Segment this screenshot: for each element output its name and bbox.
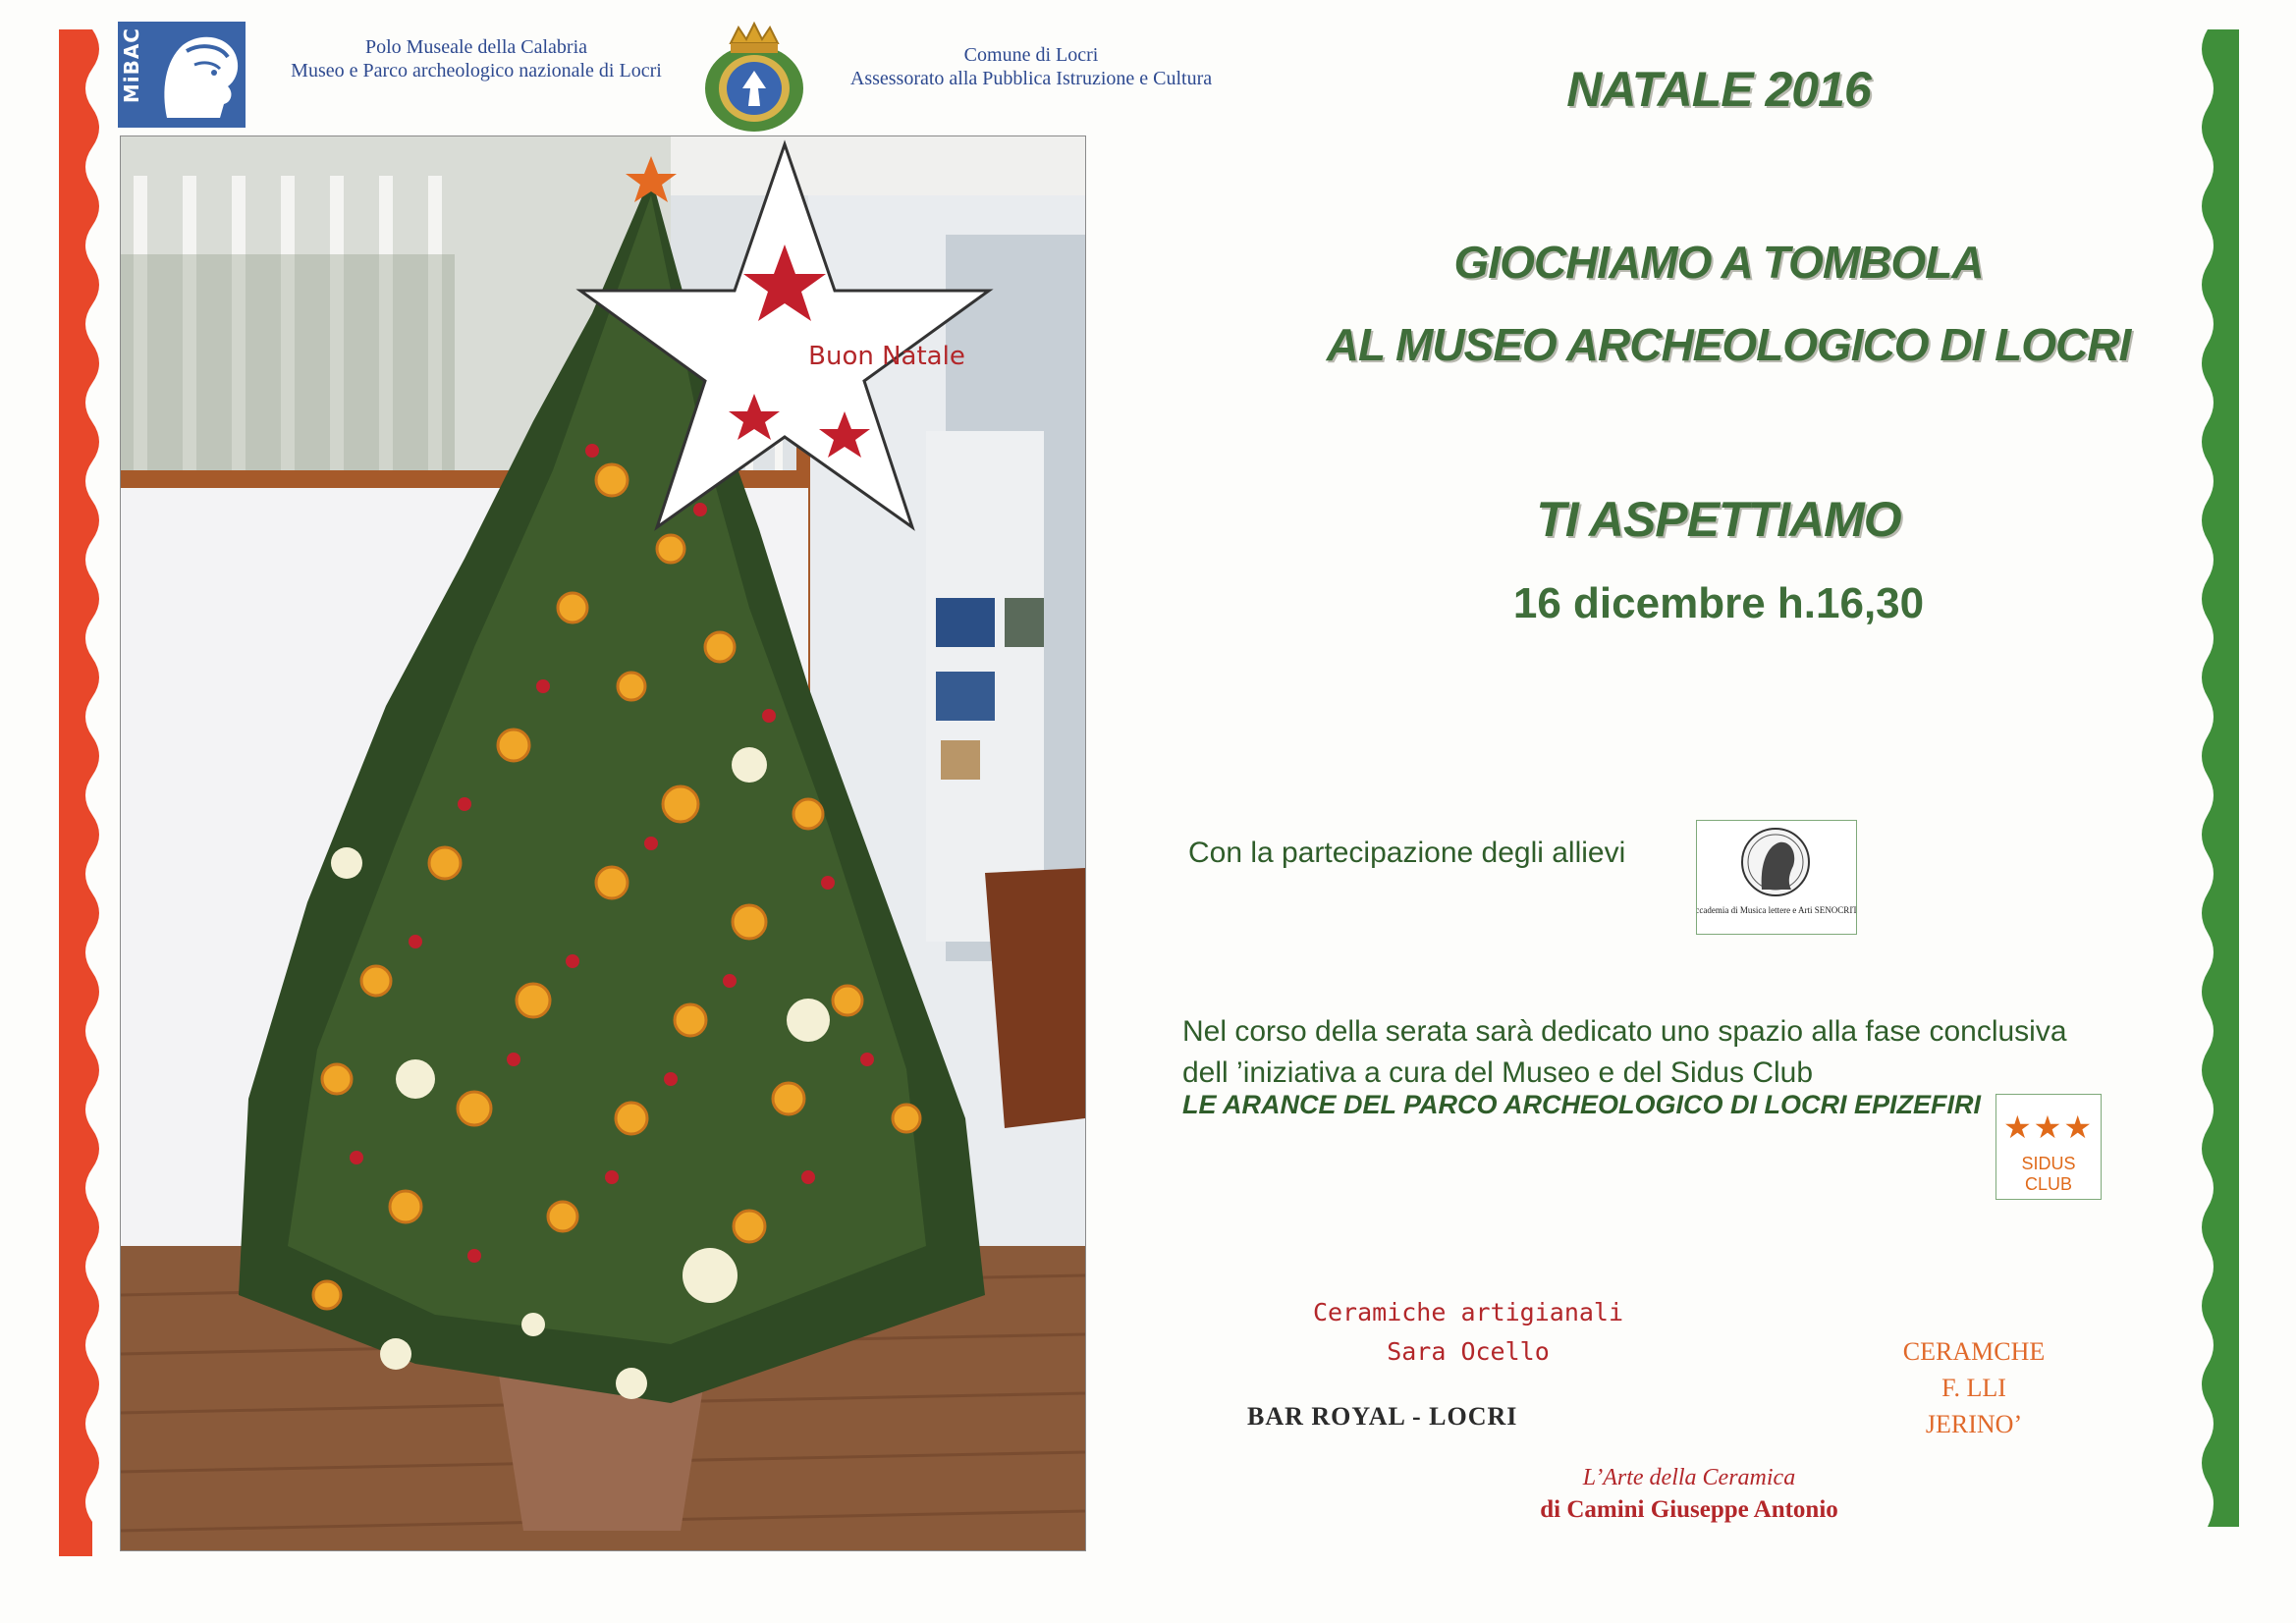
jerino-line-1: CERAMCHE xyxy=(1902,1337,2046,1366)
event-title-line-2: AL MUSEO ARCHEOLOGICO DI LOCRI xyxy=(1326,319,2131,370)
comune-line-1: Comune di Locri xyxy=(963,44,1099,66)
polo-museale-heading xyxy=(260,35,692,82)
sponsor-ceramiche-line-2: Sara Ocello xyxy=(1387,1337,1550,1366)
sponsor-ceramiche-line-1: Ceramiche artigianali xyxy=(1312,1298,1624,1326)
comune-line-2: Assessorato alla Pubblica Istruzione e Cultura xyxy=(849,68,1213,89)
buon-natale-text: Buon Natale xyxy=(808,342,965,371)
sponsor-camini: di Camini Giuseppe Antonio xyxy=(1540,1496,1838,1523)
locri-crest-icon xyxy=(699,18,809,135)
sponsor-jerino xyxy=(1895,1333,2052,1442)
invite-heading: TI ASPETTIAMO xyxy=(1536,492,1901,547)
sidus-stars-icon: ★★★ xyxy=(2002,1109,2095,1145)
event-title-line-1: GIOCHIAMO A TOMBOLA xyxy=(1453,237,1984,288)
jerino-line-3: JERINO’ xyxy=(1925,1410,2023,1438)
academy-seal-icon xyxy=(1697,821,1856,934)
polo-line-1: Polo Museale della Calabria xyxy=(364,36,588,58)
initiative-paragraph xyxy=(1182,1011,2184,1094)
sidus-club-logo xyxy=(1995,1094,2102,1200)
mibac-logo-text: MiBAC xyxy=(120,27,143,104)
polo-line-2: Museo e Parco archeologico nazionale di Locri xyxy=(291,60,662,81)
green-border-stripe xyxy=(2196,29,2239,1527)
christmas-tree-photo xyxy=(120,135,1086,1551)
sidus-club-label: SIDUS CLUB xyxy=(2021,1154,2076,1194)
initiative-line-2: dell ’iniziativa a cura del Museo e del Sidus Club xyxy=(1182,1056,1814,1089)
event-date-time: 16 dicembre h.16,30 xyxy=(1512,579,1925,627)
comune-heading xyxy=(815,43,1247,90)
season-title: NATALE 2016 xyxy=(1566,62,1871,117)
christmas-tree-illustration xyxy=(121,136,1085,1550)
sponsor-arte-ceramica: L’Arte della Ceramica xyxy=(1582,1465,1796,1490)
red-border-stripe xyxy=(59,29,106,1556)
jerino-line-2: F. LLI xyxy=(1941,1374,2006,1402)
project-title: LE ARANCE DEL PARCO ARCHEOLOGICO DI LOCRI EPIZEFIRI xyxy=(1182,1090,1982,1119)
sponsor-bar-royal: BAR ROYAL - LOCRI xyxy=(1247,1402,1518,1431)
participation-text: Con la partecipazione degli allievi xyxy=(1188,837,1626,869)
academy-logo-text: Accademia di Musica lettere e Arti SENOCRITO xyxy=(1697,905,1856,915)
initiative-line-1: Nel corso della serata sarà dedicato uno spazio alla fase conclusiva xyxy=(1182,1015,2067,1048)
academy-logo xyxy=(1696,820,1857,935)
